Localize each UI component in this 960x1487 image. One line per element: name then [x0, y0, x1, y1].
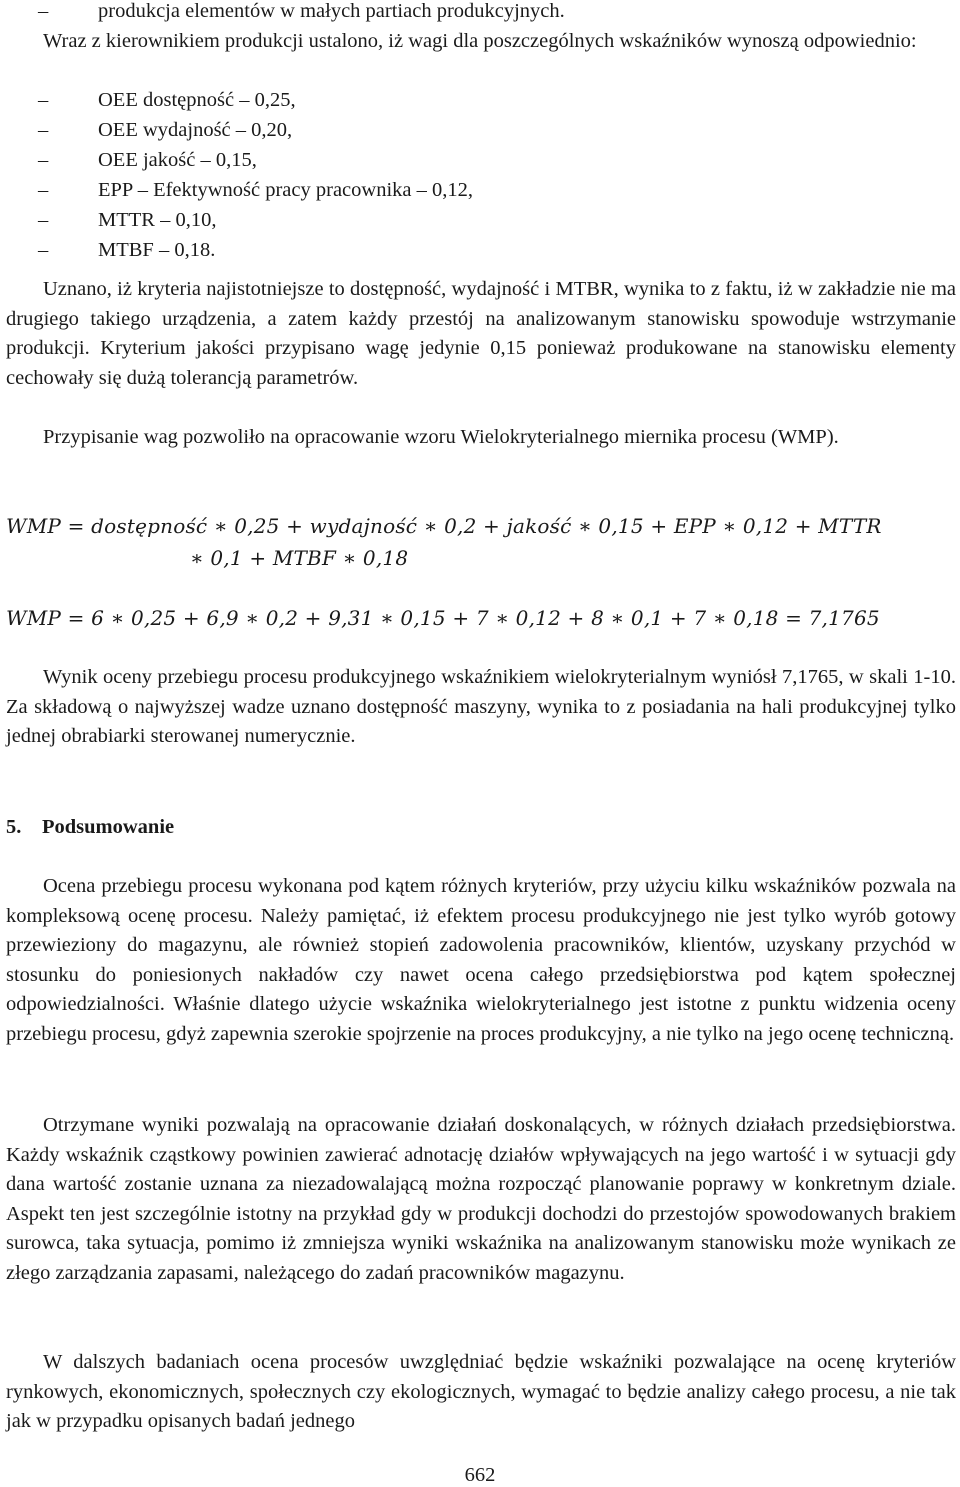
- result-paragraph: Wynik oceny przebiegu procesu produkcyjnego wskaźnikiem wielokryterialnym wyniósł 7,1765, w skali 1-10. Za składową o najwyższej wadze uznano dostępność maszyny, wynika to z posiadania na hali produkcyjnej tylko jednej obrabiarki sterowanej numerycznie.: [6, 666, 956, 748]
- page-number: 662: [464, 1464, 496, 1486]
- summary-paragraph-1: Ocena przebiegu procesu wykonana pod kątem różnych kryteriów, przy użyciu kilku wskaźników pozwala na kompleksową ocenę procesu. Należy pamiętać, iż efektem procesu produkcyjnego nie jest tylko wyrób gotowy przewieziony do magazynu, ale również stopień zadowolenia pracowników, klientów, uzyskany przychód w stosunku do poniesionych nakładów czy nawet ocena całego przedsiębiorstwa pod kątem społecznej odpowiedzialności. Właśnie dlatego użycie wskaźnika wielokryterialnego jest istotne z punktu widzenia oceny przebiegu procesu, gdyż zapewnia szerokie spojrzenie na proces produkcyjny, a nie tylko na jego ocenę techniczną.: [6, 875, 956, 1045]
- weight-text: EPP – Efektywność pracy pracownika – 0,12,: [98, 179, 473, 201]
- weight-item-quality: [38, 146, 257, 176]
- weight-text: MTBF – 0,18.: [98, 239, 216, 261]
- bullet-dash: –: [38, 89, 49, 111]
- weight-item-availability: [38, 86, 296, 116]
- bullet-text: produkcja elementów w małych partiach produkcyjnych.: [98, 0, 565, 22]
- bullet-dash: –: [38, 0, 49, 22]
- weight-item-mttr: [38, 206, 216, 236]
- weight-item-mtbf: [38, 236, 215, 266]
- weight-item-performance: [38, 116, 292, 146]
- bullet-dash: –: [38, 239, 49, 261]
- weight-text: OEE wydajność – 0,20,: [98, 119, 293, 141]
- criteria-paragraph: Uznano, iż kryteria najistotniejsze to dostępność, wydajność i MTBR, wynika to z faktu, iż w zakładzie nie ma drugiego takiego urządzenia, a zatem każdy przestój na analizowanym stanowisku spowoduje wstrzymanie produkcji. Kryterium jakości przypisano wagę jedynie 0,15 ponieważ produkowane na stanowisku elementy cechowały się dużą tolerancją parametrów.: [6, 278, 956, 389]
- bullet-dash: –: [38, 209, 49, 231]
- formula-wmp-result: WMP = 6 ∗ 0,25 + 6,9 ∗ 0,2 + 9,31 ∗ 0,15 + 7 ∗ 0,12 + 8 ∗ 0,1 + 7 ∗ 0,18 = 7,1765: [6, 606, 880, 630]
- summary-paragraph-3: W dalszych badaniach ocena procesów uwzględniać będzie wskaźniki pozwalające na ocenę kryteriów rynkowych, ekonomicznych, społecznych czy ekologicznych, wymagać to będzie analizy całego procesu, a nie tak jak w przypadku opisanych badań jednego: [6, 1351, 956, 1433]
- section-title: Podsumowanie: [42, 816, 175, 838]
- summary-paragraph-2: Otrzymane wyniki pozwalają na opracowanie działań doskonalących, w różnych działach przedsiębiorstwa. Każdy wskaźnik cząstkowy powinien zawierać adnotację działów wpływających na jego wartość i w sytuacji gdy dana wartość zostanie uznana za niezadowalającą można rozpocząć planowanie poprawy w konkretnym dziale. Aspekt ten jest szczególnie istotny na przykład gdy w produkcji dochodzi do przestojów spowodowanych brakiem surowca, taka sytuacja, pomimo iż zmniejsza wyniki wskaźnika na analizowanym stanowisku może wynikach ze złego zarządzania zapasami, należącego do zadań pracowników magazynu.: [6, 1114, 956, 1284]
- weight-item-epp: [38, 176, 473, 206]
- section-heading: [6, 813, 174, 843]
- bullet-dash: –: [38, 119, 49, 141]
- weight-text: OEE jakość – 0,15,: [98, 149, 257, 171]
- formula-wmp-line1: WMP = dostępność ∗ 0,25 + wydajność ∗ 0,2 + jakość ∗ 0,15 + EPP ∗ 0,12 + MTTR: [6, 514, 882, 538]
- bullet-dash: –: [38, 179, 49, 201]
- formula-wmp-line2: ∗ 0,1 + MTBF ∗ 0,18: [190, 546, 409, 570]
- bullet-dash: –: [38, 149, 49, 171]
- weight-text: OEE dostępność – 0,25,: [98, 89, 296, 111]
- weights-paragraph: Przypisanie wag pozwoliło na opracowanie wzoru Wielokryterialnego miernika procesu (WMP).: [43, 426, 839, 448]
- bullet-item-partie: [38, 0, 565, 27]
- weight-text: MTTR – 0,10,: [98, 209, 217, 231]
- intro-paragraph: Wraz z kierownikiem produkcji ustalono, iż wagi dla poszczególnych wskaźników wynoszą odpowiednio:: [43, 30, 917, 52]
- section-number: 5.: [6, 816, 22, 838]
